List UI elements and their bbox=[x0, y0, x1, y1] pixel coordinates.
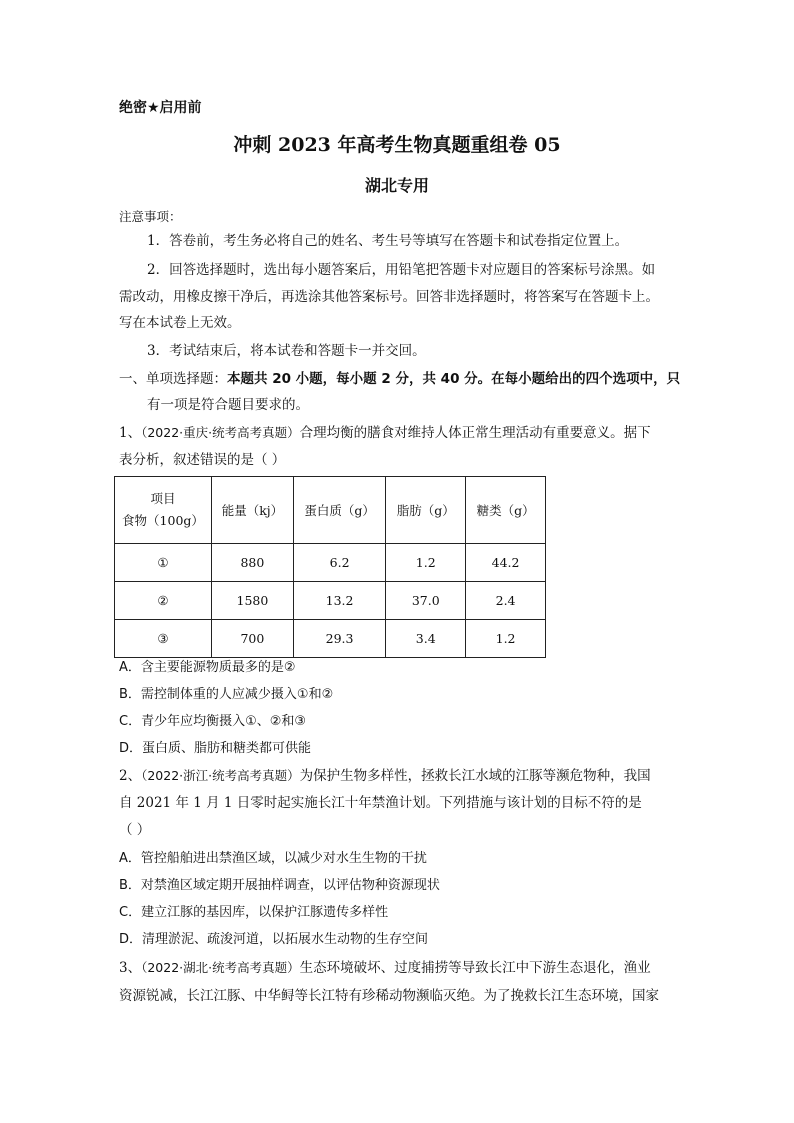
question-text: 生态环境破坏、过度捕捞等导致长江中下游生态退化，渔业 bbox=[299, 960, 651, 976]
table-cell: 37.0 bbox=[386, 582, 466, 620]
column-header: 脂肪（g） bbox=[386, 477, 466, 544]
option-b: B．对禁渔区域定期开展抽样调查，以评估物种资源现状 bbox=[119, 878, 440, 893]
question-text: 为保护生物多样性，拯救长江水域的江豚等濒危物种，我国 bbox=[299, 768, 651, 784]
question-3-stem-line-2: 资源锐减，长江江豚、中华鲟等长江特有珍稀动物濒临灭绝。为了挽救长江生态环境，国家 bbox=[119, 988, 659, 1004]
question-2-stem-line-3: （ ） bbox=[119, 822, 151, 838]
section-heading bbox=[119, 366, 680, 392]
option-b: B．需控制体重的人应减少摄入①和② bbox=[119, 687, 334, 702]
question-text: 合理均衡的膳食对维持人体正常生理活动有重要意义。据下 bbox=[299, 425, 651, 441]
question-1-stem-line-2: 表分析，叙述错误的是（ ） bbox=[119, 452, 286, 468]
table-cell: 700 bbox=[211, 620, 293, 658]
section-heading-line-2: 有一项是符合题目要求的。 bbox=[147, 397, 309, 413]
option-a: A．管控船舶进出禁渔区域，以减少对水生生物的干扰 bbox=[119, 851, 427, 866]
corner-top-label: 项目 bbox=[150, 491, 176, 506]
question-source: （2022·浙江·统考高考真题） bbox=[141, 768, 300, 783]
column-header: 能量（kj） bbox=[211, 477, 293, 544]
table-cell: ② bbox=[115, 582, 212, 620]
question-2-stem bbox=[119, 763, 651, 789]
option-d: D．清理淤泥、疏浚河道，以拓展水生动物的生存空间 bbox=[119, 932, 429, 947]
table-cell: 1.2 bbox=[386, 544, 466, 582]
table-header-row bbox=[115, 477, 546, 544]
question-2-stem-line-2: 自 2021 年 1 月 1 日零时起实施长江十年禁渔计划。下列措施与该计划的目标不符的是 bbox=[119, 795, 642, 811]
nutrition-table bbox=[114, 476, 546, 658]
question-3-stem bbox=[119, 955, 651, 981]
question-number: 3、 bbox=[119, 960, 142, 976]
note-3: 3．考试结束后，将本试卷和答题卡一并交回。 bbox=[147, 343, 426, 359]
table-corner-header bbox=[115, 477, 212, 544]
table-cell: 13.2 bbox=[293, 582, 385, 620]
page-title: 冲刺 2023 年高考生物真题重组卷 05 bbox=[233, 134, 561, 156]
option-d: D．蛋白质、脂肪和糖类都可供能 bbox=[119, 741, 312, 756]
corner-bottom-label: 食物（100g） bbox=[122, 513, 204, 528]
question-1-stem bbox=[119, 420, 651, 446]
option-c: C．建立江豚的基因库，以保护江豚遗传多样性 bbox=[119, 905, 389, 920]
table-cell: 3.4 bbox=[386, 620, 466, 658]
page-subtitle: 湖北专用 bbox=[364, 176, 429, 195]
section-instructions: 本题共 20 小题，每小题 2 分，共 40 分。在每小题给出的四个选项中，只 bbox=[227, 371, 681, 387]
question-source: （2022·湖北·统考高考真题） bbox=[141, 960, 300, 975]
table-row bbox=[115, 582, 546, 620]
section-prefix: 一、单项选择题： bbox=[119, 371, 227, 387]
note-2-line-2: 需改动，用橡皮擦干净后，再选涂其他答案标号。回答非选择题时，将答案写在答题卡上。 bbox=[119, 289, 659, 305]
column-header: 蛋白质（g） bbox=[293, 477, 385, 544]
table-cell: 2.4 bbox=[466, 582, 546, 620]
table-cell: 6.2 bbox=[293, 544, 385, 582]
question-source: （2022·重庆·统考高考真题） bbox=[141, 425, 300, 440]
question-number: 1、 bbox=[119, 425, 142, 441]
table-cell: 880 bbox=[211, 544, 293, 582]
table-cell: 44.2 bbox=[466, 544, 546, 582]
table-cell: ③ bbox=[115, 620, 212, 658]
confidential-label: 绝密★启用前 bbox=[119, 100, 202, 116]
note-2-line-1: 2．回答选择题时，选出每小题答案后，用铅笔把答题卡对应题目的答案标号涂黑。如 bbox=[147, 262, 656, 278]
table-cell: 1.2 bbox=[466, 620, 546, 658]
table-cell: ① bbox=[115, 544, 212, 582]
column-header: 糖类（g） bbox=[466, 477, 546, 544]
table-row bbox=[115, 620, 546, 658]
note-2-line-3: 写在本试卷上无效。 bbox=[119, 315, 241, 331]
notes-title: 注意事项： bbox=[119, 209, 182, 224]
option-a: A．含主要能源物质最多的是② bbox=[119, 660, 296, 675]
option-c: C．青少年应均衡摄入①、②和③ bbox=[119, 714, 307, 729]
table-cell: 29.3 bbox=[293, 620, 385, 658]
table-row bbox=[115, 544, 546, 582]
question-number: 2、 bbox=[119, 768, 142, 784]
table-cell: 1580 bbox=[211, 582, 293, 620]
note-1: 1．答卷前，考生务必将自己的姓名、考生号等填写在答题卡和试卷指定位置上。 bbox=[147, 233, 629, 249]
